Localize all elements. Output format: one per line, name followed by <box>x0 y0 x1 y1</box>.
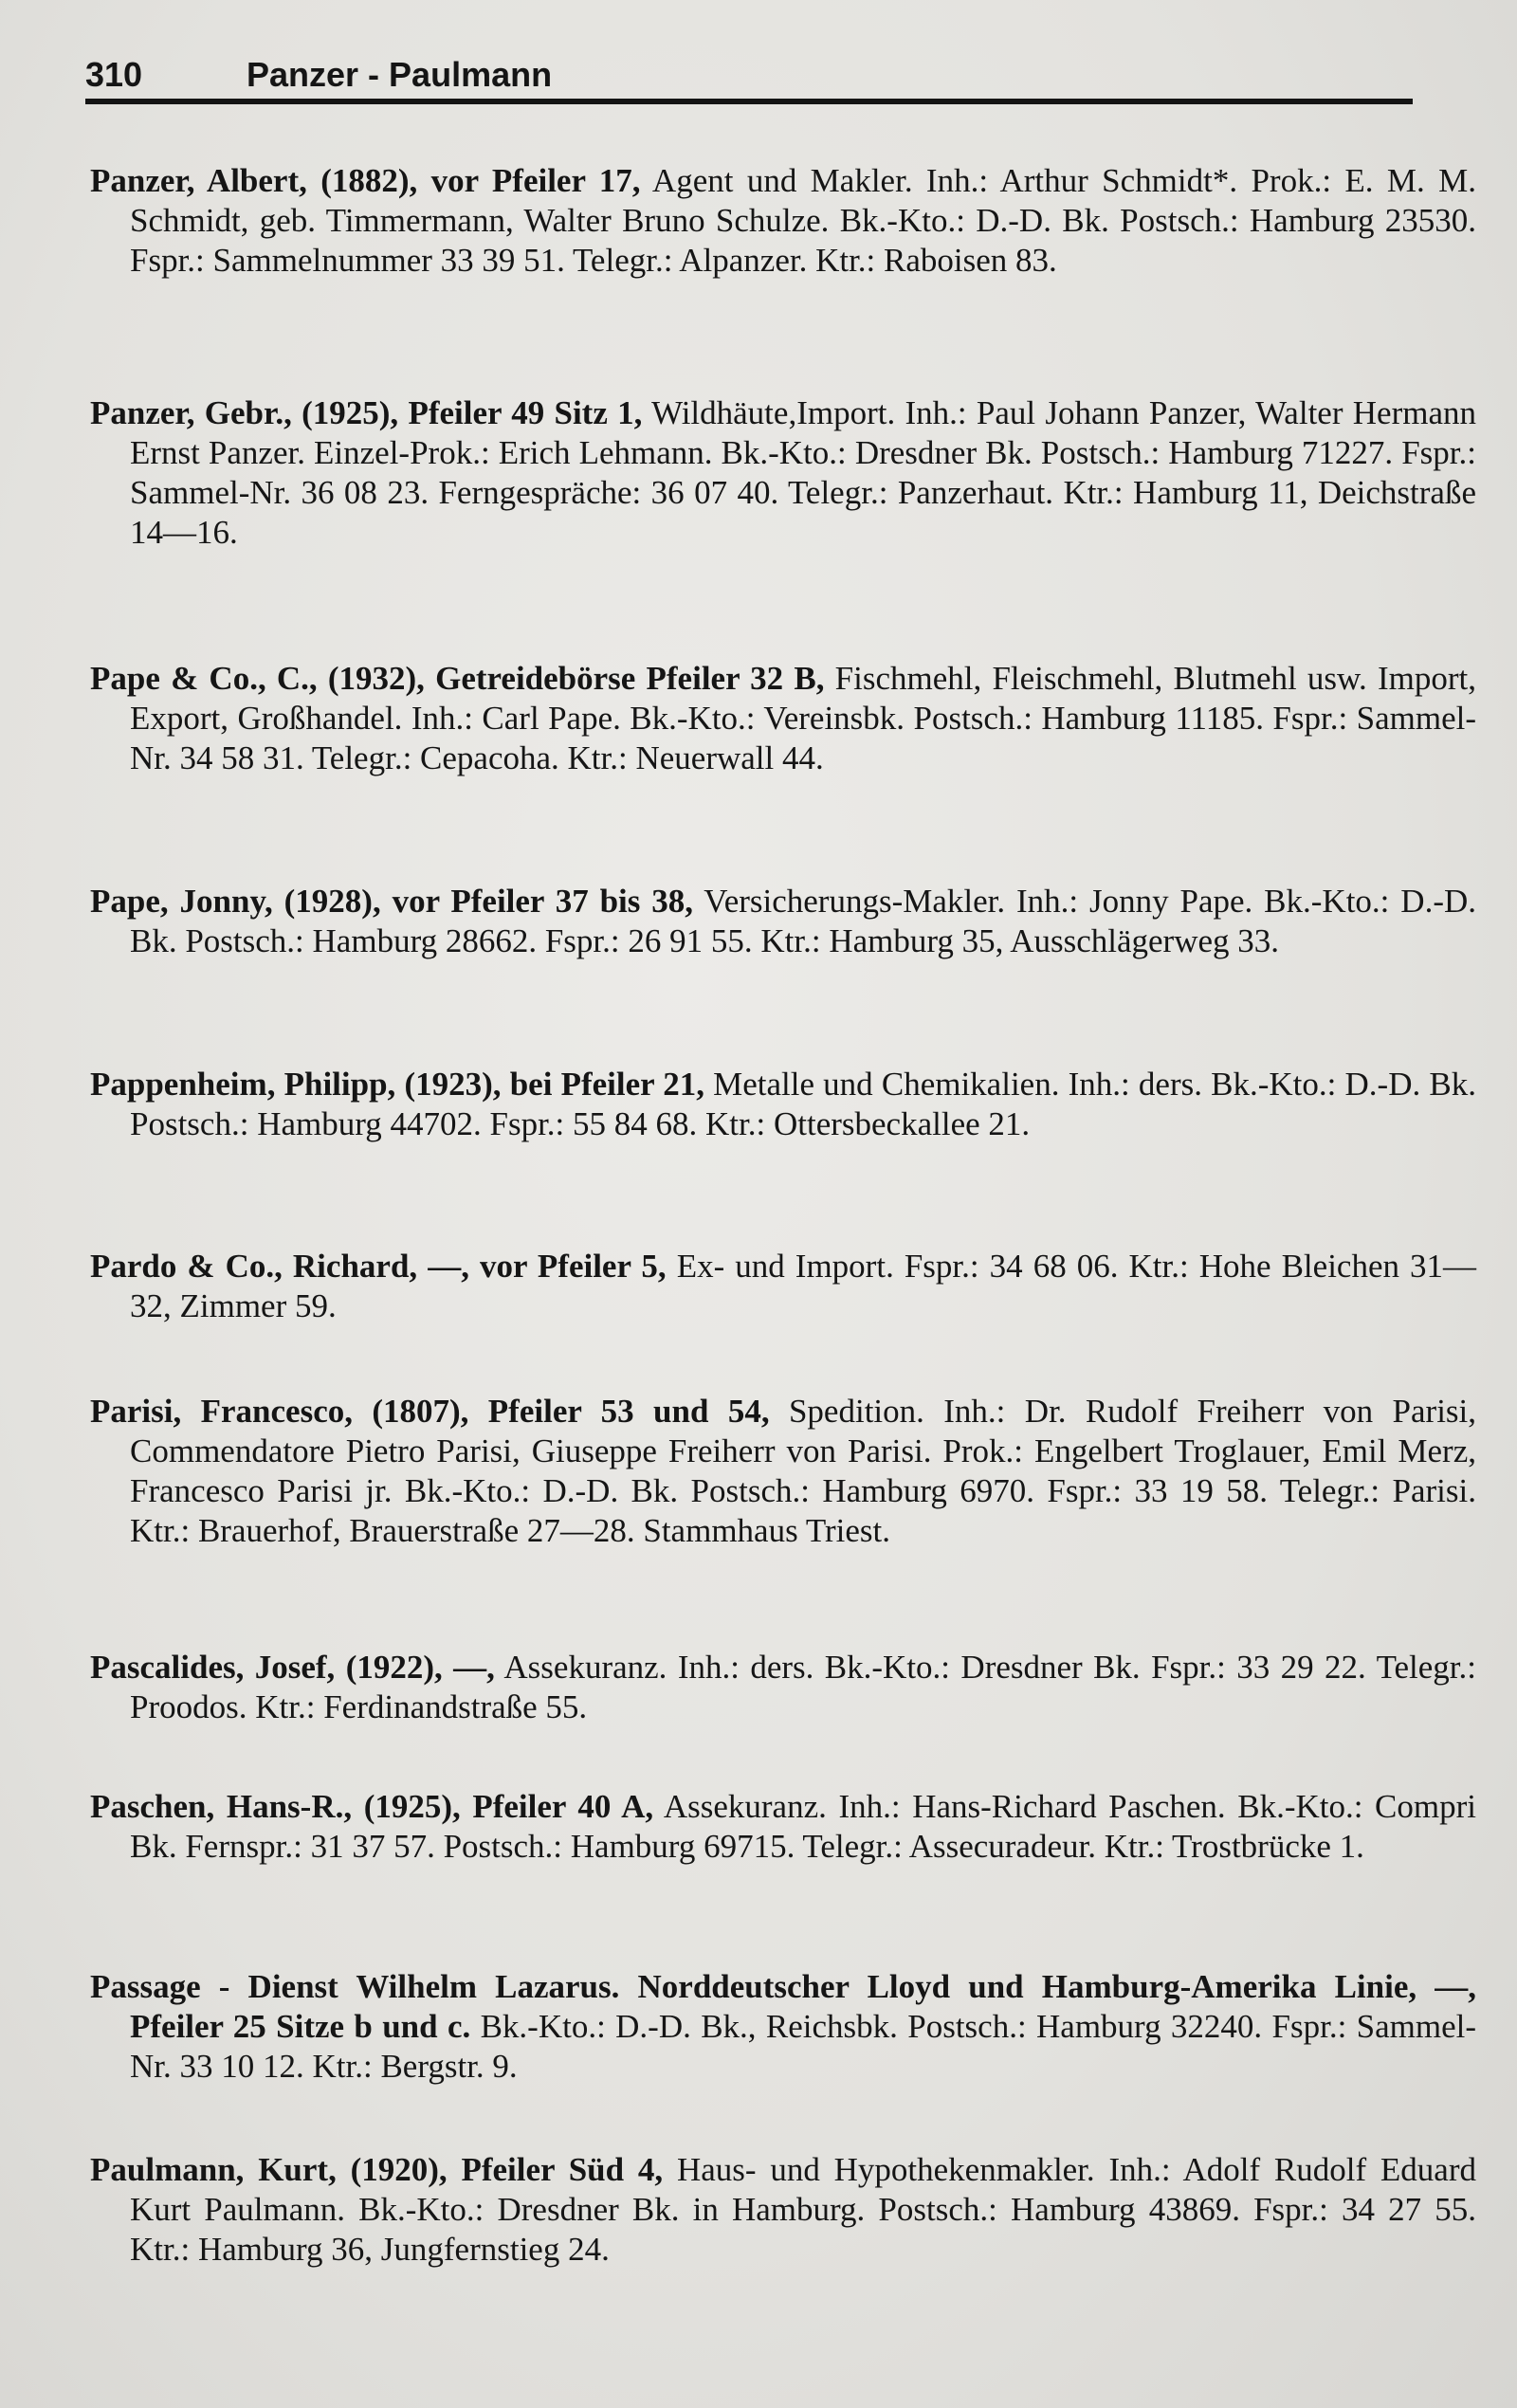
header-rule <box>85 99 1413 104</box>
entry-body: Assekuranz. Inh.: ders. Bk.-Kto.: Dresdner Bk. Fspr.: 33 29 22. Telegr.: Proodos. Ktr.: Ferdinandstraße 55. <box>130 1649 1476 1725</box>
page-number: 310 <box>85 55 143 94</box>
entry-body: Assekuranz. Inh.: Hans-Richard Paschen. Bk.-Kto.: Compri Bk. Fernspr.: 31 37 57. Postsch.: Hamburg 69715. Telegr.: Assecuradeur. Ktr.: Trostbrücke 1. <box>130 1788 1477 1865</box>
directory-entry <box>90 2150 1476 2270</box>
entry-head: Paschen, Hans-R., (1925), Pfeiler 40 A, <box>90 1788 654 1825</box>
entry-head: Pape, Jonny, (1928), vor Pfeiler 37 bis 38, <box>90 883 694 920</box>
entry-head: Pardo & Co., Richard, —, vor Pfeiler 5, <box>90 1248 667 1285</box>
directory-entry <box>90 659 1476 778</box>
directory-entry <box>90 1247 1476 1326</box>
directory-entry <box>90 1392 1476 1551</box>
entry-body: Versicherungs-Makler. Inh.: Jonny Pape. Bk.-Kto.: D.-D. Bk. Postsch.: Hamburg 28662. Fspr.: 26 91 55. Ktr.: Hamburg 35, Ausschlägerweg 33. <box>130 883 1476 959</box>
running-head: Panzer - Paulmann <box>247 55 553 94</box>
directory-entry <box>90 1648 1476 1727</box>
entry-head: Panzer, Gebr., (1925), Pfeiler 49 Sitz 1, <box>90 394 643 431</box>
entry-head: Pascalides, Josef, (1922), —, <box>90 1649 495 1686</box>
page-header <box>85 49 1413 106</box>
entry-body: Bk.-Kto.: D.-D. Bk., Reichsbk. Postsch.: Hamburg 32240. Fspr.: Sammel-Nr. 33 10 12. Ktr.: Bergstr. 9. <box>130 2008 1476 2085</box>
entry-body: Fischmehl, Fleischmehl, Blutmehl usw. Import, Export, Großhandel. Inh.: Carl Pape. Bk.-Kto.: Vereinsbk. Postsch.: Hamburg 11185. Fspr.: Sammel-Nr. 34 58 31. Telegr.: Cepacoha. Ktr.: Neuerwall 44. <box>130 660 1477 776</box>
entry-head: Pappenheim, Philipp, (1923), bei Pfeiler 21, <box>90 1066 704 1103</box>
directory-entry <box>90 1967 1476 2087</box>
directory-entry <box>90 161 1476 281</box>
directory-entry <box>90 1065 1476 1144</box>
entry-body: Agent und Makler. Inh.: Arthur Schmidt*. Prok.: E. M. M. Schmidt, geb. Timmermann, Walter Bruno Schulze. Bk.-Kto.: D.-D. Bk. Postsch.: Hamburg 23530. Fspr.: Sammelnummer 33 39 51. Telegr.: Alpanzer. Ktr.: Raboisen 83. <box>130 162 1476 279</box>
directory-entry <box>90 1787 1476 1867</box>
entry-body: Spedition. Inh.: Dr. Rudolf Freiherr von Parisi, Commendatore Pietro Parisi, Giuseppe Freiherr von Parisi. Prok.: Engelbert Troglauer, Emil Merz, Francesco Parisi jr. Bk.-Kto.: D.-D. Bk. Postsch.: Hamburg 6970. Fspr.: 33 19 58. Telegr.: Parisi. Ktr.: Brauerhof, Brauerstraße 27—28. Stammhaus Triest. <box>130 1393 1477 1549</box>
entry-body: Wildhäute,Import. Inh.: Paul Johann Panzer, Walter Hermann Ernst Panzer. Einzel-Prok.: Erich Lehmann. Bk.-Kto.: Dresdner Bk. Postsch.: Hamburg 71227. Fspr.: Sammel-Nr. 36 08 23. Ferngespräche: 36 07 40. Telegr.: Panzerhaut. Ktr.: Hamburg 11, Deichstraße 14—16. <box>130 394 1476 551</box>
entry-head: Parisi, Francesco, (1807), Pfeiler 53 und 54, <box>90 1393 770 1430</box>
entry-body: Metalle und Chemikalien. Inh.: ders. Bk.-Kto.: D.-D. Bk. Postsch.: Hamburg 44702. Fspr.: 55 84 68. Ktr.: Ottersbeckallee 21. <box>130 1066 1476 1142</box>
entry-head: Paulmann, Kurt, (1920), Pfeiler Süd 4, <box>90 2151 664 2188</box>
entry-head: Passage - Dienst Wilhelm Lazarus. Norddeutscher Lloyd und Hamburg-Amerika Linie, —, Pfeiler 25 Sitze b und c. <box>90 1968 1476 2045</box>
directory-entry <box>90 882 1476 961</box>
entry-head: Pape & Co., C., (1932), Getreidebörse Pfeiler 32 B, <box>90 660 825 697</box>
directory-entry <box>90 393 1476 553</box>
entry-head: Panzer, Albert, (1882), vor Pfeiler 17, <box>90 162 641 199</box>
entry-body: Haus- und Hypothekenmakler. Inh.: Adolf Rudolf Eduard Kurt Paulmann. Bk.-Kto.: Dresdner Bk. in Hamburg. Postsch.: Hamburg 43869. Fspr.: 34 27 55. Ktr.: Hamburg 36, Jungfernstieg 24. <box>130 2151 1476 2268</box>
entry-body: Ex- und Import. Fspr.: 34 68 06. Ktr.: Hohe Bleichen 31—32, Zimmer 59. <box>130 1248 1477 1324</box>
